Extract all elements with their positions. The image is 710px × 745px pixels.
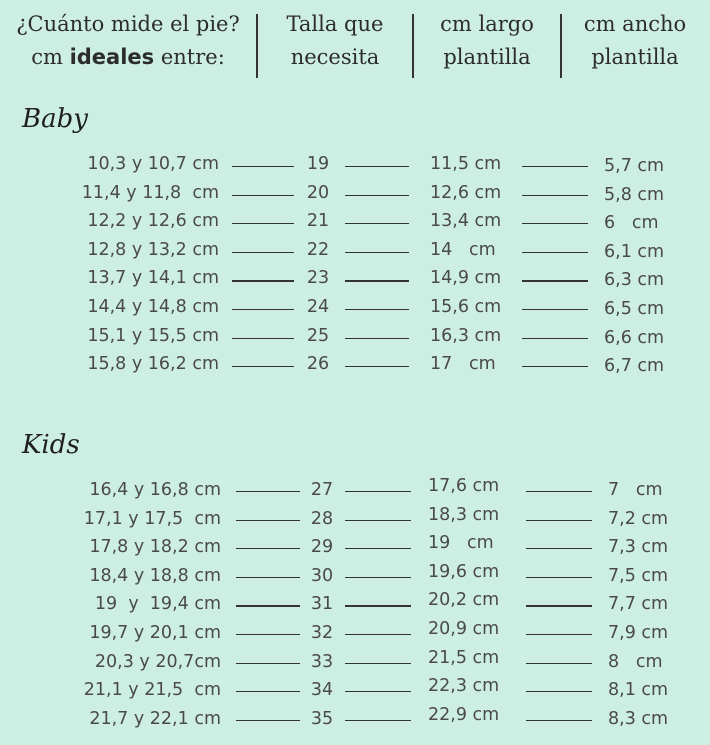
leader-line (526, 720, 592, 721)
table-row (0, 592, 710, 620)
leader-line (236, 491, 300, 492)
cell-range: 11,4 y 11,8 cm (81, 182, 219, 203)
table-row (0, 266, 710, 294)
table-row (0, 561, 710, 592)
leader-line (345, 605, 411, 606)
cell-ancho: 7,7 cm (608, 594, 669, 615)
table-row (0, 238, 710, 266)
cell-ancho: 7,2 cm (608, 508, 669, 529)
cell-ancho: 8 cm (608, 651, 663, 672)
cell-range: 17,1 y 17,5 cm (83, 508, 221, 529)
cell-range: 12,2 y 12,6 cm (87, 211, 219, 232)
cell-range: 16,4 y 16,8 cm (89, 480, 221, 500)
header-foot-size-line2 (8, 41, 248, 74)
cell-size: 20 (306, 182, 330, 203)
cell-range: 17,8 y 18,2 cm (89, 537, 221, 558)
cell-ancho: 5,7 cm (604, 156, 665, 176)
leader-line (345, 280, 409, 281)
leader-line (522, 309, 588, 310)
cell-range: 19,7 y 20,1 cm (89, 623, 221, 643)
table-row (0, 152, 710, 180)
table-row (0, 535, 710, 563)
leader-line (522, 223, 588, 224)
cell-largo: 17 cm (430, 354, 496, 375)
header-insole-width-line1: cm ancho (583, 12, 687, 36)
table-row (0, 704, 710, 735)
cell-largo: 13,4 cm (430, 211, 502, 232)
leader-line (526, 548, 592, 549)
section-title-kids: Kids (22, 430, 80, 460)
cell-size: 34 (310, 680, 334, 701)
cell-size: 35 (310, 708, 334, 729)
leader-line (526, 605, 592, 606)
cell-ancho: 7,5 cm (608, 565, 669, 586)
leader-line (345, 720, 411, 721)
table-row (0, 295, 710, 323)
cell-ancho: 7,3 cm (608, 537, 669, 558)
table-row (0, 324, 710, 352)
header-foot-size-line1: ¿Cuánto mide el pie? (16, 12, 240, 36)
cell-range: 20,3 y 20,7cm (94, 651, 221, 672)
leader-line (526, 577, 592, 578)
cell-largo: 14 cm (430, 239, 496, 260)
cell-largo: 22,3 cm (428, 676, 500, 697)
cell-largo: 16,3 cm (430, 325, 502, 346)
cell-ancho: 6 cm (604, 213, 659, 234)
table-row (0, 504, 710, 535)
leader-line (345, 252, 409, 253)
leader-line (236, 577, 300, 578)
cell-largo: 14,9 cm (430, 268, 502, 289)
cell-ancho: 5,8 cm (604, 184, 665, 205)
header-foot-size (8, 8, 248, 74)
leader-line (345, 577, 411, 578)
leader-line (345, 309, 409, 310)
cell-size: 21 (306, 211, 330, 232)
header-insole-length (416, 8, 558, 74)
cell-largo: 22,9 cm (428, 704, 500, 725)
leader-line (232, 309, 294, 310)
header-divider-3 (560, 14, 562, 78)
cell-ancho: 6,1 cm (604, 241, 665, 262)
leader-line (522, 366, 588, 367)
leader-line (345, 491, 411, 492)
leader-line (236, 691, 300, 692)
cell-range: 19 y 19,4 cm (94, 594, 221, 615)
cell-size: 22 (306, 239, 330, 260)
leader-line (526, 520, 592, 521)
leader-line (526, 491, 592, 492)
cell-range: 13,7 y 14,1 cm (87, 268, 219, 289)
leader-line (345, 663, 411, 664)
leader-line (526, 691, 592, 692)
cell-ancho: 7 cm (608, 480, 663, 500)
cell-largo: 19 cm (428, 533, 494, 554)
leader-line (345, 223, 409, 224)
cell-largo: 17,6 cm (428, 476, 500, 496)
leader-line (345, 548, 411, 549)
cell-size: 31 (310, 594, 334, 615)
leader-line (526, 634, 592, 635)
cell-size: 25 (306, 325, 330, 346)
cell-range: 18,4 y 18,8 cm (89, 565, 221, 586)
cell-size: 32 (310, 623, 334, 643)
leader-line (232, 338, 294, 339)
leader-line (232, 366, 294, 367)
leader-line (522, 252, 588, 253)
cell-largo: 20,9 cm (428, 619, 500, 639)
table-row (0, 621, 710, 649)
cell-largo: 19,6 cm (428, 561, 500, 582)
cell-largo: 18,3 cm (428, 504, 500, 525)
cell-size: 24 (306, 297, 330, 317)
cell-largo: 15,6 cm (430, 297, 502, 317)
header-foot-size-cm: cm (31, 45, 70, 69)
cell-largo: 11,5 cm (430, 154, 502, 174)
cell-ancho: 6,7 cm (604, 356, 665, 377)
cell-ancho: 8,1 cm (608, 680, 669, 701)
cell-range: 10,3 y 10,7 cm (87, 154, 219, 174)
leader-line (232, 223, 294, 224)
table-row (0, 352, 710, 380)
leader-line (232, 252, 294, 253)
leader-line (522, 338, 588, 339)
header-insole-width-line2: plantilla (591, 45, 679, 69)
header-foot-size-ideales: ideales (69, 45, 155, 69)
table-row (0, 678, 710, 706)
leader-line (345, 520, 411, 521)
leader-line (236, 720, 300, 721)
leader-line (345, 366, 409, 367)
leader-line (345, 195, 409, 196)
leader-line (236, 605, 300, 606)
cell-ancho: 6,5 cm (604, 299, 665, 319)
cell-ancho: 7,9 cm (608, 623, 669, 643)
table-row (0, 647, 710, 678)
header-insole-length-line2: plantilla (443, 45, 531, 69)
cell-ancho: 8,3 cm (608, 708, 669, 729)
leader-line (232, 166, 294, 167)
leader-line (236, 520, 300, 521)
cell-size: 19 (306, 154, 330, 174)
leader-line (232, 195, 294, 196)
cell-size: 29 (310, 537, 334, 558)
cell-size: 33 (310, 651, 334, 672)
leader-line (236, 548, 300, 549)
cell-size: 28 (310, 508, 334, 529)
table-row (0, 209, 710, 237)
header-divider-1 (256, 14, 258, 78)
header-shoe-size (262, 8, 408, 74)
leader-line (236, 663, 300, 664)
leader-line (522, 195, 588, 196)
cell-largo: 12,6 cm (430, 182, 502, 203)
cell-range: 15,1 y 15,5 cm (87, 325, 219, 346)
header-foot-size-entre: entre: (154, 45, 225, 69)
header-shoe-size-line2: necesita (290, 45, 380, 69)
cell-ancho: 6,6 cm (604, 327, 665, 348)
table-header (0, 0, 710, 90)
leader-line (345, 634, 411, 635)
cell-range: 12,8 y 13,2 cm (87, 239, 219, 260)
section-title-baby: Baby (22, 104, 88, 134)
cell-size: 27 (310, 480, 334, 500)
cell-ancho: 6,3 cm (604, 270, 665, 291)
leader-line (236, 634, 300, 635)
leader-line (522, 166, 588, 167)
cell-size: 23 (306, 268, 330, 289)
leader-line (522, 280, 588, 281)
leader-line (345, 338, 409, 339)
header-insole-width (564, 8, 706, 74)
cell-range: 21,7 y 22,1 cm (89, 708, 221, 729)
cell-range: 15,8 y 16,2 cm (87, 354, 219, 375)
leader-line (526, 663, 592, 664)
cell-largo: 20,2 cm (428, 590, 500, 611)
table-row (0, 478, 710, 506)
leader-line (232, 280, 294, 281)
header-shoe-size-line1: Talla que (286, 12, 384, 36)
header-insole-length-line1: cm largo (440, 12, 534, 36)
cell-size: 30 (310, 565, 334, 586)
leader-line (345, 166, 409, 167)
cell-range: 21,1 y 21,5 cm (83, 680, 221, 701)
leader-line (345, 691, 411, 692)
table-row (0, 181, 710, 209)
header-divider-2 (412, 14, 414, 78)
cell-range: 14,4 y 14,8 cm (87, 297, 219, 317)
cell-size: 26 (306, 354, 330, 375)
cell-largo: 21,5 cm (428, 647, 500, 668)
